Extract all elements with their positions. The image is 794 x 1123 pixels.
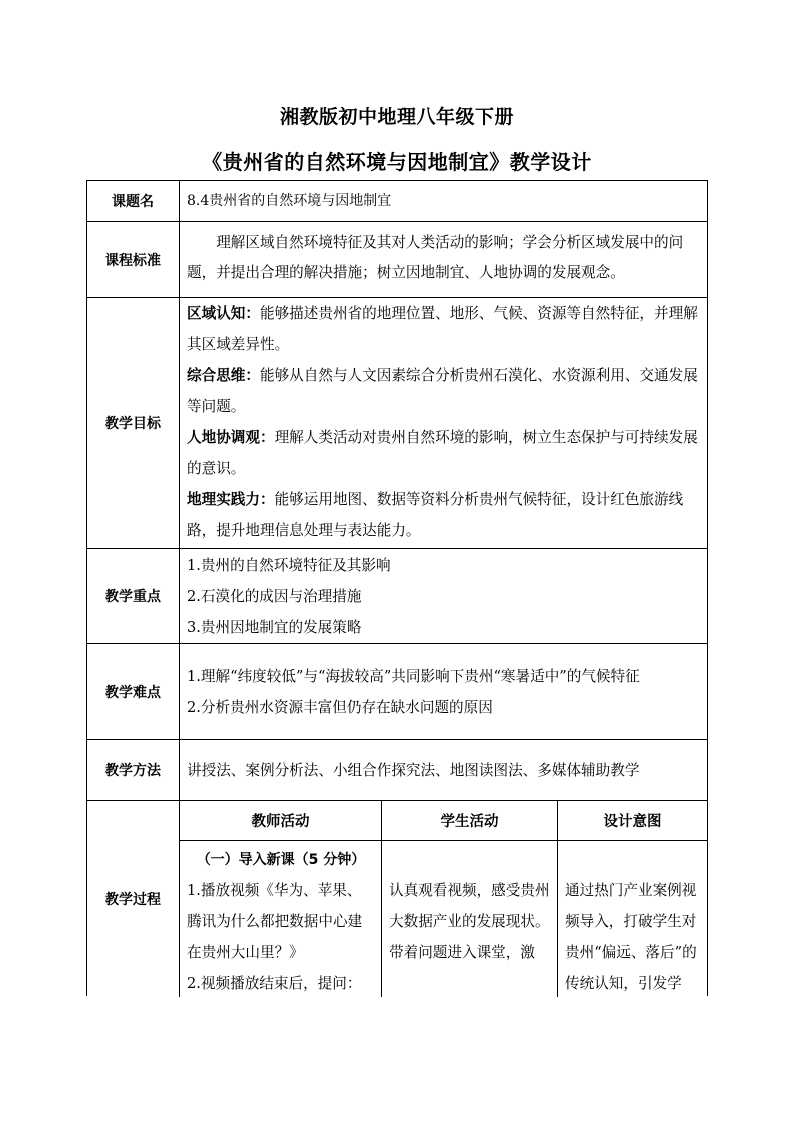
standard-text: 理解区域自然环境特征及其对人类活动的影响；学会分析区域发展中的问题，并提出合理的解决措施；树立因地制宜、人地协调的发展观念。 [187, 234, 684, 281]
column-header: 设计意图 [558, 801, 707, 841]
list-item: 2.分析贵州水资源丰富但仍存在缺水问题的原因 [187, 698, 493, 716]
row-label: 课题名 [87, 181, 180, 221]
row-process [87, 801, 707, 997]
row-standard [87, 222, 707, 298]
key-points-text [180, 549, 707, 643]
goals-text [180, 298, 707, 548]
list-item: 3.贵州因地制宜的发展策略 [187, 618, 362, 636]
methods-text: 讲授法、案例分析法、小组合作探究法、地图读图法、多媒体辅助教学 [187, 761, 640, 779]
column-header: 教师活动 [180, 801, 381, 841]
column-header: 学生活动 [382, 801, 557, 841]
topic-text: 8.4贵州省的自然环境与因地制宜 [187, 192, 392, 209]
goal-item: 地理实践力：能够运用地图、数据等资料分析贵州气候特征，设计红色旅游线路，提升地理信息处理与表达能力。 [187, 491, 684, 539]
student-activity: 认真观看视频，感受贵州大数据产业的发展现状。 带着问题进入课堂，激 [389, 882, 550, 961]
row-goals [87, 298, 707, 549]
row-difficulties [87, 644, 707, 740]
document-title-line2: 《贵州省的自然环境与因地制宜》教学设计 [202, 150, 592, 174]
design-intent: 通过热门产业案例视频导入，打破学生对贵州“偏远、落后”的传统认知，引发学 [565, 882, 697, 992]
section-heading: （一）导入新课（5 分钟） [196, 852, 366, 868]
row-methods [87, 740, 707, 801]
list-item: 1.理解“纬度较低”与“海拔较高”共同影响下贵州“寒暑适中”的气候特征 [187, 667, 640, 685]
teacher-column [180, 801, 382, 997]
row-label: 教学目标 [87, 298, 180, 548]
row-label: 教学过程 [87, 801, 180, 997]
student-column [382, 801, 558, 997]
document-title-line1: 湘教版初中地理八年级下册 [279, 106, 514, 128]
difficulties-text [180, 644, 707, 739]
row-label: 课程标准 [87, 222, 180, 297]
row-label: 教学重点 [87, 549, 180, 643]
goal-item: 区域认知：能够描述贵州省的地理位置、地形、气候、资源等自然特征，并理解其区域差异性。 [187, 305, 698, 353]
list-item: 2.石漠化的成因与治理措施 [187, 587, 362, 605]
row-key-points [87, 549, 707, 644]
list-item: 1.贵州的自然环境特征及其影响 [187, 556, 391, 574]
teacher-activity: （一）导入新课（5 分钟） 1.播放视频《华为、苹果、腾讯为什么都把数据中心建在贵州大山里？》 2.视频播放结束后，提问： [180, 841, 381, 997]
intent-column [558, 801, 707, 997]
row-label: 教学难点 [87, 644, 180, 739]
row-topic [87, 181, 707, 222]
row-label: 教学方法 [87, 740, 180, 800]
lesson-plan-table [86, 180, 708, 996]
goal-item: 综合思维：能够从自然与人文因素综合分析贵州石漠化、水资源利用、交通发展等问题。 [187, 367, 698, 415]
goal-item: 人地协调观：理解人类活动对贵州自然环境的影响，树立生态保护与可持续发展的意识。 [187, 429, 698, 477]
